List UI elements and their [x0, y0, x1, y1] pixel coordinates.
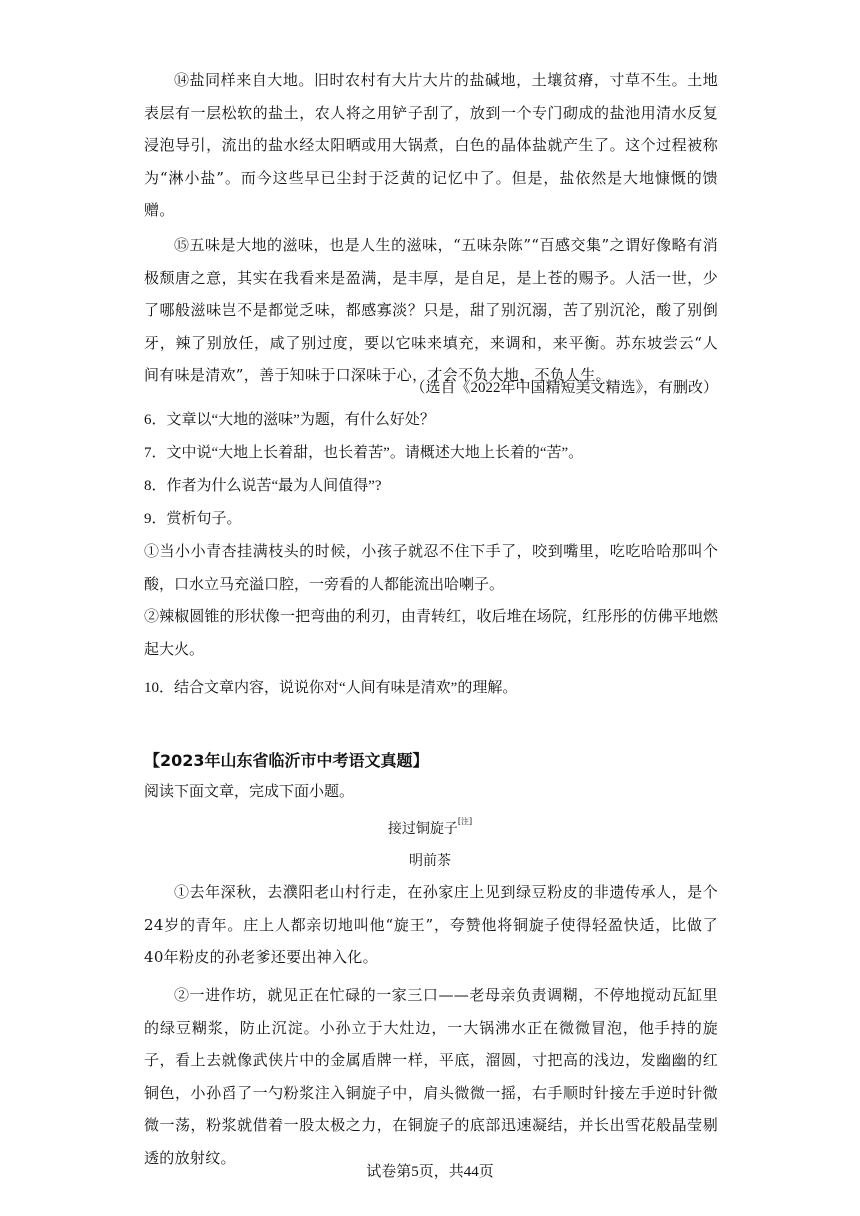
reading-instruction: 阅读下面文章，完成下面小题。	[144, 784, 355, 800]
question-9: 9．赏析句子。	[144, 511, 242, 527]
article-note-marker: [注]	[457, 817, 473, 826]
question-8: 8．作者为什么说苦“最为人间值得”?	[144, 478, 382, 494]
question-10: 10．结合文章内容，说说你对“人间有味是清欢”的理解。	[144, 680, 518, 696]
question-6: 6．文章以“大地的滋味”为题，有什么好处？	[144, 412, 435, 428]
article-title-text: 接过铜旋子	[387, 821, 458, 837]
question-7: 7．文中说“大地上长着甜，也长着苦”。请概述大地上长着的“苦”。	[144, 445, 584, 461]
page-footer: 试卷第5页，共44页	[366, 1164, 494, 1180]
question-9-sentence-2: ②辣椒圆锥的形状像一把弯曲的利刃，由青转红，收后堆在场院，红彤彤的仿佛平地燃起大火。	[144, 609, 718, 658]
article-title	[0, 818, 860, 838]
article-paragraph-1: ①去年深秋，去濮阳老山村行走，在孙家庄上见到绿豆粉皮的非遗传承人，是个24岁的青年。庄上人都亲切地叫他“旋王”，夸赞他将铜旋子使得轻盈快适，比做了40年粉皮的孙老爹还要出神入化。	[144, 883, 718, 966]
question-9-sentence-1: ①当小小青杏挂满枝头的时候，小孩子就忍不住下手了，咬到嘴里，吃吃哈哈那叫个酸，口水立马充溢口腔，一旁看的人都能流出哈喇子。	[144, 544, 718, 593]
paragraph-14: ⑭盐同样来自大地。旧时农村有大片大片的盐碱地，土壤贫瘠，寸草不生。土地表层有一层松软的盐土，农人将之用铲子刮了，放到一个专门砌成的盐池用清水反复浸泡导引，流出的盐水经太阳晒或用大锅煮，白色的晶体盐就产生了。这个过程被称为“淋小盐”。而今这些早已尘封于泛黄的记忆中了。但是，盐依然是大地慷慨的馈赠。	[144, 71, 718, 219]
article-author: 明前茶	[409, 853, 451, 869]
section-heading: 【2023年山东省临沂市中考语文真题】	[144, 751, 429, 770]
source-citation: （选自《2022年中国精短美文精选》，有删改）	[410, 380, 718, 396]
paragraph-15: ⑮五味是大地的滋味，也是人生的滋味，“五味杂陈”“百感交集”之谓好像略有消极颓唐之意，其实在我看来是盈满，是丰厚，是自足，是上苍的赐予。人活一世，少了哪般滋味岂不是都觉乏味，都感寡淡？只是，甜了别沉溺，苦了别沉沦，酸了别倒牙，辣了别放任，咸了别过度，要以它味来填充，来调和，来平衡。苏东坡尝云“人间有味是清欢”，善于知味于口深味于心，才会不负大地，不负人生。	[144, 236, 718, 384]
article-paragraph-2: ②一进作坊，就见正在忙碌的一家三口——老母亲负责调糊，不停地搅动瓦缸里的绿豆糊浆，防止沉淀。小孙立于大灶边，一大锅沸水正在微微冒泡，他手持的旋子，看上去就像武侠片中的金属盾牌一样，平底，溜圆，寸把高的浅边，发幽幽的红铜色，小孙舀了一勺粉浆注入铜旋子中，肩头微微一摇，右手顺时针接左手逆时针微微一荡，粉浆就借着一股太极之力，在铜旋子的底部迅速凝结，并长出雪花般晶莹剔透的放射纹。	[144, 986, 718, 1167]
